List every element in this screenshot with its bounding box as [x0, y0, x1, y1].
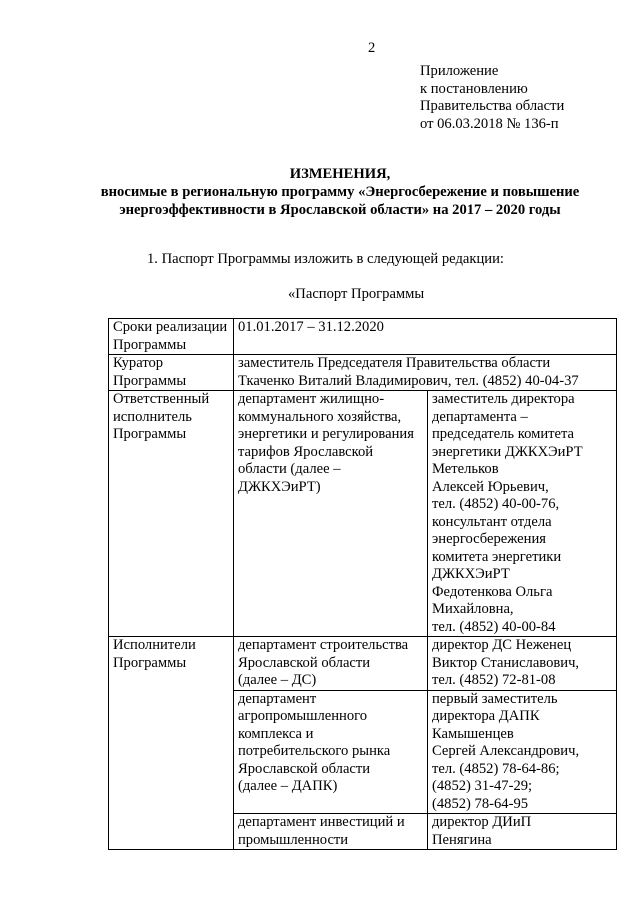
- org-cell: [234, 637, 428, 691]
- table-row: [109, 391, 617, 637]
- contact-line: тел. (4852) 78-64-86;: [432, 760, 560, 777]
- label-line: Исполнители: [113, 637, 196, 653]
- org-line: промышленности: [238, 831, 349, 848]
- contact-line: Виктор Станиславович,: [432, 654, 580, 671]
- contact-line: директор ДИиП: [432, 814, 532, 830]
- value-line: 01.01.2017 – 31.12.2020: [238, 319, 384, 335]
- org-cell: [234, 391, 428, 637]
- org-line: департамент строительства: [238, 637, 409, 653]
- contact-line: Метельков: [432, 461, 499, 477]
- table-row: [109, 355, 617, 391]
- document-title: ИЗМЕНЕНИЯ,: [289, 166, 391, 182]
- row-label: [109, 355, 234, 391]
- org-cell: [234, 690, 428, 814]
- contact-line: энергосбережения: [432, 531, 546, 547]
- annex-header: [420, 63, 564, 133]
- annex-line: Правительства области: [420, 98, 565, 114]
- label-line: Программы: [113, 336, 187, 353]
- contact-line: первый заместитель: [432, 690, 558, 707]
- org-line: ДЖКХЭиРТ): [238, 478, 321, 495]
- org-line: Ярославской области: [238, 760, 371, 777]
- annex-line: к постановлению: [420, 80, 528, 97]
- org-cell: [234, 814, 428, 850]
- contact-line: Федотенкова Ольга: [432, 583, 553, 600]
- passport-title: «Паспорт Программы: [288, 286, 425, 302]
- org-line: агропромышленного: [238, 708, 368, 724]
- label-line: Куратор: [113, 355, 164, 371]
- contact-line: Пенягина: [432, 831, 492, 848]
- row-value: [234, 319, 617, 355]
- contact-line: заместитель директора: [432, 391, 575, 407]
- org-line: (далее – ДАПК): [238, 778, 338, 794]
- contact-cell: [428, 690, 617, 814]
- document-subtitle-line: энергоэффективности в Ярославской области» на 2017 – 2020 годы: [119, 202, 561, 218]
- contact-cell: [428, 391, 617, 637]
- document-subtitle-line: вносимые в региональную программу «Энергосбережение и повышение: [100, 184, 580, 200]
- contact-line: тел. (4852) 72-81-08: [432, 672, 556, 688]
- table-row: [109, 319, 617, 355]
- label-line: Программы: [113, 372, 187, 389]
- contact-line: Камышенцев: [432, 725, 514, 742]
- org-line: тарифов Ярославской: [238, 443, 374, 460]
- row-label: [109, 391, 234, 637]
- contact-cell: [428, 637, 617, 691]
- org-line: департамент инвестиций и: [238, 814, 405, 830]
- org-line: департамент жилищно-: [238, 391, 385, 407]
- contact-line: тел. (4852) 40-00-84: [432, 618, 556, 635]
- org-line: потребительского рынка: [238, 743, 391, 759]
- org-line: комплекса и: [238, 725, 314, 742]
- passport-table: [108, 318, 617, 850]
- contact-line: комитета энергетики: [432, 548, 562, 565]
- label-line: Программы: [113, 654, 187, 671]
- contact-line: ДЖКХЭиРТ: [432, 566, 510, 582]
- annex-line: Приложение: [420, 63, 499, 79]
- org-line: энергетики и регулирования: [238, 426, 414, 442]
- paragraph-1: 1. Паспорт Программы изложить в следующей редакции:: [147, 251, 504, 267]
- org-line: (далее – ДС): [238, 672, 317, 688]
- contact-line: Алексей Юрьевич,: [432, 478, 549, 495]
- contact-line: (4852) 78-64-95: [432, 795, 529, 812]
- contact-line: директор ДС Неженец: [432, 637, 572, 653]
- label-line: исполнитель: [113, 408, 192, 425]
- annex-line: от 06.03.2018 № 136-п: [420, 115, 559, 132]
- contact-line: председатель комитета: [432, 426, 575, 442]
- contact-line: консультант отдела: [432, 513, 552, 530]
- contact-line: Михайловна,: [432, 601, 514, 617]
- row-label: [109, 319, 234, 355]
- value-line: заместитель Председателя Правительства области: [238, 355, 551, 371]
- contact-line: Сергей Александрович,: [432, 743, 580, 759]
- table-row: [109, 637, 617, 691]
- org-line: департамент: [238, 690, 317, 707]
- page-number: 2: [368, 40, 376, 56]
- contact-cell: [428, 814, 617, 850]
- value-line: Ткаченко Виталий Владимирович, тел. (4852) 40-04-37: [238, 372, 579, 389]
- contact-line: (4852) 31-47-29;: [432, 778, 533, 794]
- org-line: Ярославской области: [238, 654, 371, 671]
- row-label: [109, 637, 234, 850]
- label-line: Программы: [113, 426, 187, 442]
- label-line: Ответственный: [113, 391, 210, 407]
- contact-line: департамента –: [432, 408, 528, 425]
- row-value: [234, 355, 617, 391]
- contact-line: энергетики ДЖКХЭиРТ: [432, 443, 583, 460]
- contact-line: директора ДАПК: [432, 708, 540, 724]
- org-line: коммунального хозяйства,: [238, 408, 402, 425]
- contact-line: тел. (4852) 40-00-76,: [432, 496, 560, 512]
- org-line: области (далее –: [238, 461, 341, 477]
- label-line: Сроки реализации: [113, 319, 228, 335]
